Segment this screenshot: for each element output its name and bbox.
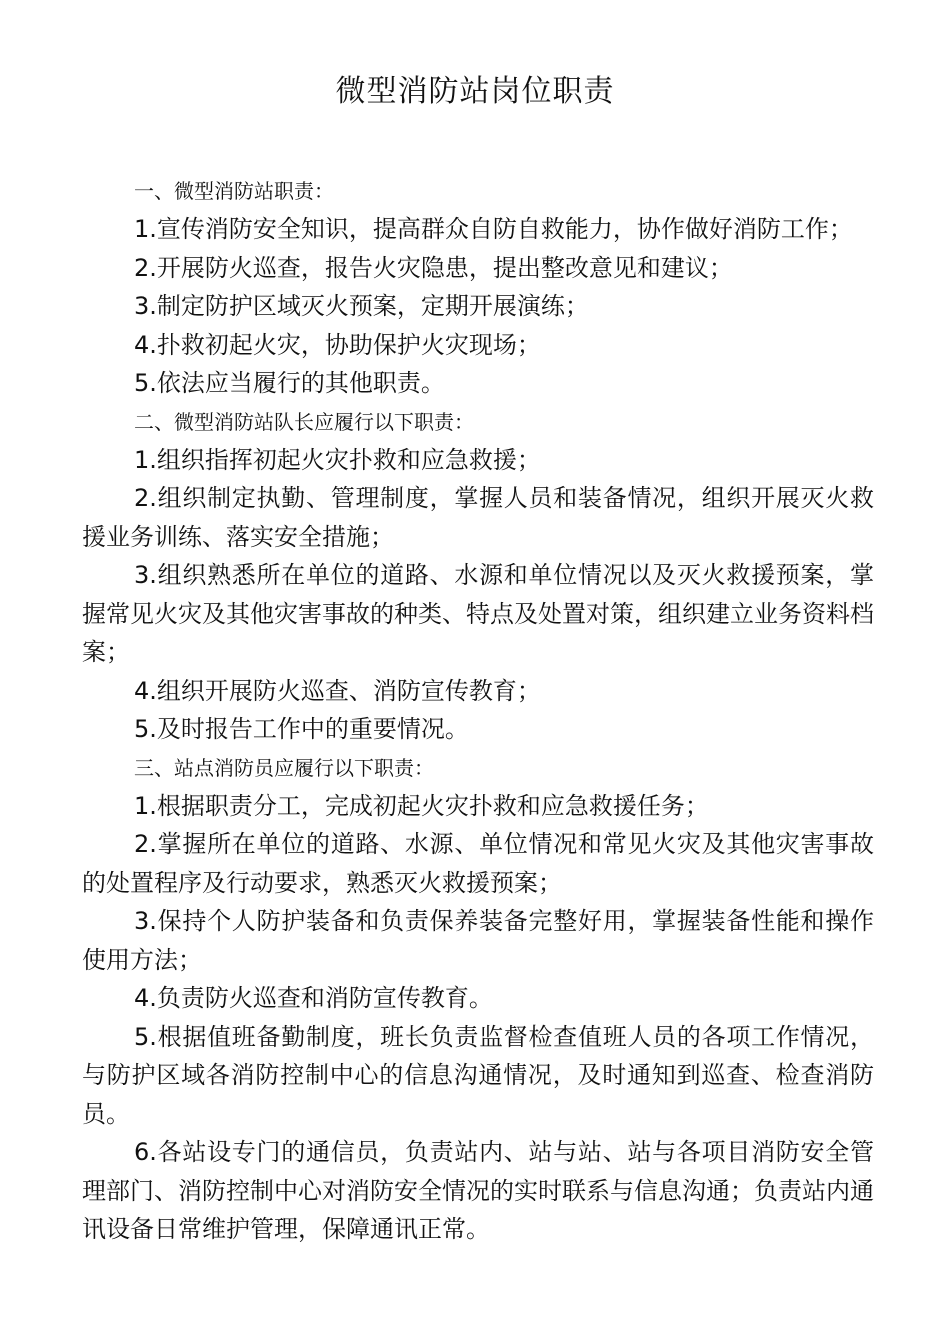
page-title: 微型消防站岗位职责 <box>335 74 615 109</box>
duty-item: 3.组织熟悉所在单位的道路、水源和单位情况以及灭火救援预案，掌握常见火灾及其他灾害事故的种类、特点及处置对策，组织建立业务资料档案； <box>82 561 874 666</box>
section-heading: 三、站点消防员应履行以下职责： <box>134 755 434 780</box>
section-heading: 一、微型消防站职责： <box>134 179 334 203</box>
duty-item: 5.依法应当履行的其他职责。 <box>134 369 445 397</box>
duty-item: 1.根据职责分工，完成初起火灾扑救和应急救援任务； <box>134 791 709 820</box>
duty-item: 4.扑救初起火灾，协助保护火灾现场； <box>134 330 541 359</box>
duty-item: 4.组织开展防火巡查、消防宣传教育； <box>134 676 541 705</box>
duty-item: 4.负责防火巡查和消防宣传教育。 <box>134 984 493 1012</box>
section-station-duties <box>82 172 874 403</box>
duty-item: 6.各站设专门的通信员，负责站内、站与站、站与各项目消防安全管理部门、消防控制中心对消防安全情况的实时联系与信息沟通；负责站内通讯设备日常维护管理，保障通讯正常。 <box>82 1138 874 1243</box>
duty-item: 5.根据值班备勤制度，班长负责监督检查值班人员的各项工作情况，与防护区域各消防控制中心的信息沟通情况，及时通知到巡查、检查消防员。 <box>82 1022 874 1128</box>
duty-item: 2.开展防火巡查，报告火灾隐患，提出整改意见和建议； <box>134 253 733 282</box>
duty-item: 2.掌握所在单位的道路、水源、单位情况和常见火灾及其他灾害事故的处置程序及行动要求，熟悉灭火救援预案； <box>82 830 874 897</box>
duty-item: 5.及时报告工作中的重要情况。 <box>134 715 469 743</box>
duty-item: 2.组织制定执勤、管理制度，掌握人员和装备情况，组织开展灭火救援业务训练、落实安全措施； <box>82 484 874 551</box>
section-firefighter-duties <box>82 749 874 1249</box>
section-heading: 二、微型消防站队长应履行以下职责： <box>134 409 474 434</box>
duty-item: 1.宣传消防安全知识，提高群众自防自救能力，协作做好消防工作； <box>134 215 853 243</box>
duty-item: 1.组织指挥初起火灾扑救和应急救援； <box>134 445 541 474</box>
section-captain-duties <box>82 403 874 749</box>
duty-item: 3.保持个人防护装备和负责保养装备完整好用，掌握装备性能和操作使用方法； <box>82 907 874 974</box>
document-body <box>82 172 874 1249</box>
duty-item: 3.制定防护区域灭火预案，定期开展演练； <box>134 292 589 320</box>
